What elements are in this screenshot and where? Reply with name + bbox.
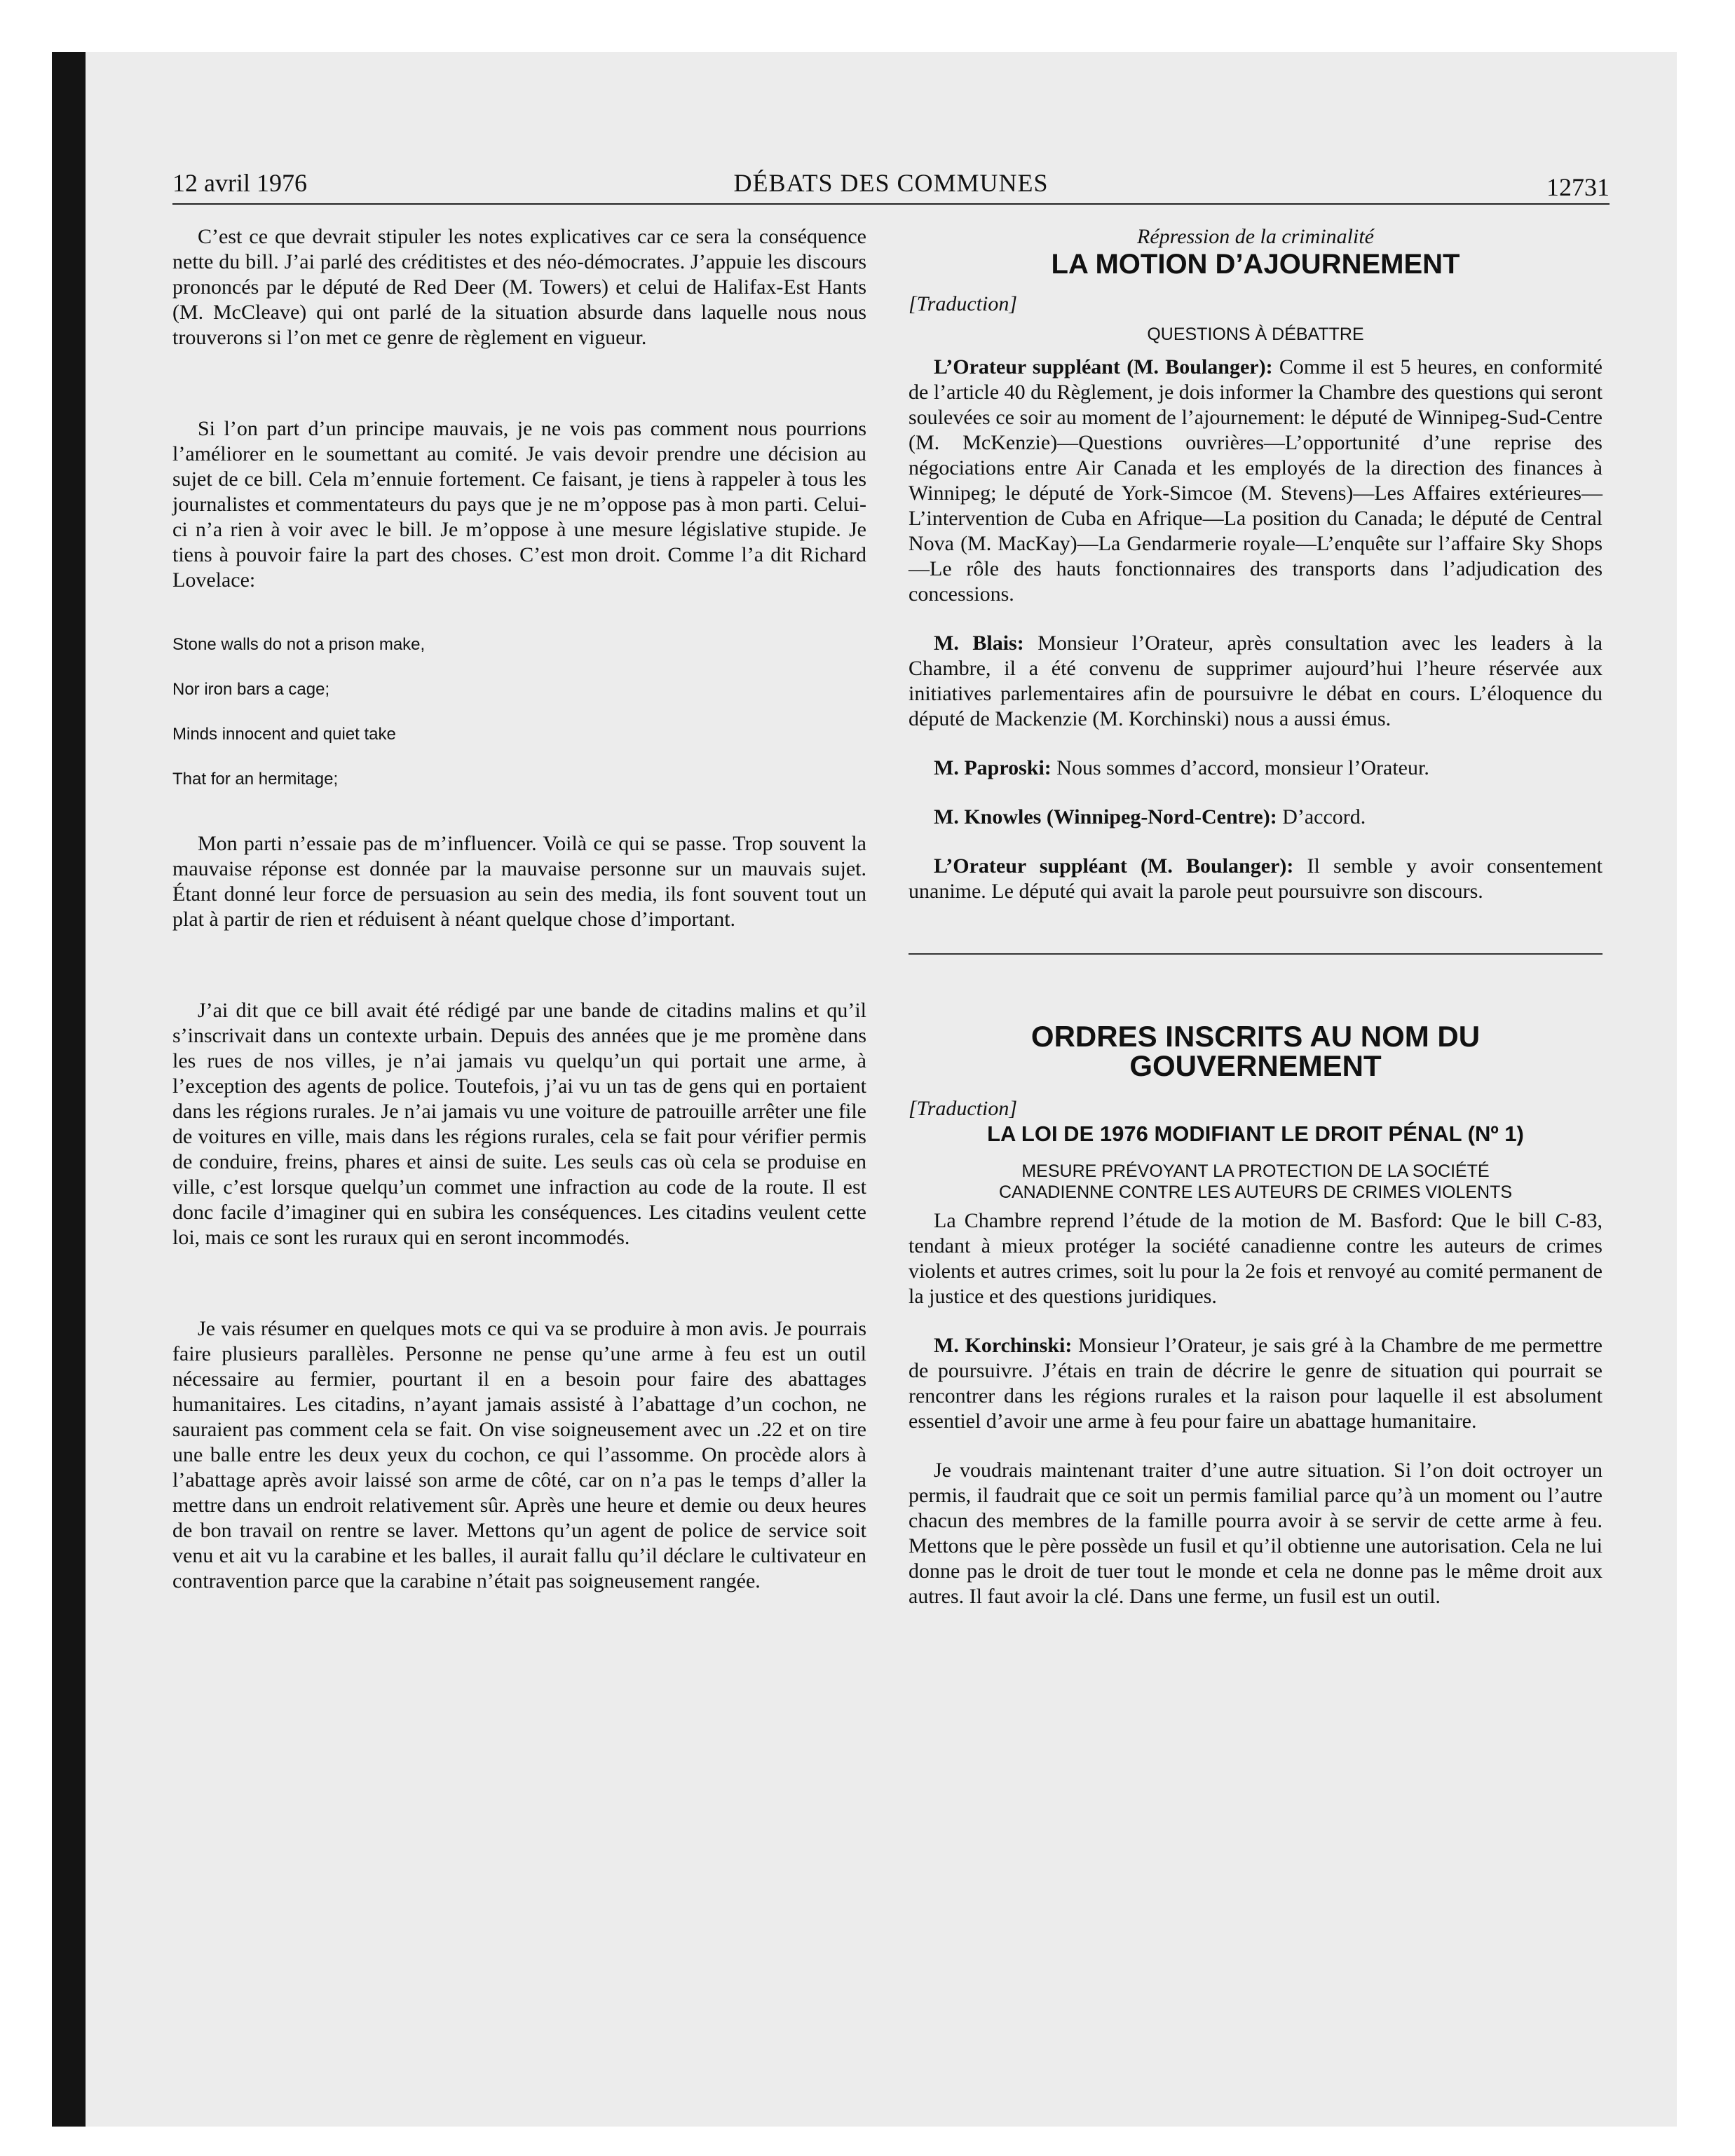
speech: [909, 854, 1603, 904]
poem-line: Minds innocent and quiet take: [172, 725, 396, 744]
speaker-name: L’Orateur suppléant (M. Boulanger):: [934, 355, 1273, 378]
orders-heading-line-2: GOUVERNEMENT: [1129, 1049, 1382, 1082]
paragraph: Mon parti n’essaie pas de m’influencer. Voilà ce qui se passe. Trop souvent la mauvaise réponse est donnée par la mauvaise personne sur un mauvais sujet. Étant donné leur force de persuasion au sein des media, ils font souvent tout un plat à partir de rien et réduisent à néant quelque chose d’important.: [172, 832, 866, 931]
left-column: [172, 224, 866, 1594]
scan-border: [52, 52, 86, 2127]
traduction-label: [Traduction]: [909, 1097, 1018, 1120]
measure-heading-line-2: CANADIENNE CONTRE LES AUTEURS DE CRIMES VIOLENTS: [998, 1182, 1513, 1202]
right-column: [909, 224, 1603, 1609]
paragraph: Je voudrais maintenant traiter d’une autre situation. Si l’on doit octroyer un permis, il faudrait que ce soit un permis familial parce qu’à un moment ou l’autre chacun des membres de la famille pourra avoir à se servir de cette arme à feu. Mettons que le père possède un fusil et qu’il obtienne une autorisation. Cela ne lui donne pas le droit de tuer tout le monde et cela ne donne pas le même droit aux autres. Il faut avoir la clé. Dans une ferme, un fusil est un outil.: [909, 1459, 1603, 1608]
speech-text: Il semble y avoir consentement unanime. Le député qui avait la parole peut poursuivre son discours.: [909, 854, 1603, 903]
speaker-name: M. Blais:: [934, 632, 1024, 655]
page-content: [172, 168, 1610, 1608]
speech: [909, 631, 1603, 732]
poem-line: That for an hermitage;: [172, 770, 339, 789]
traduction-label: [Traduction]: [909, 292, 1018, 315]
paragraph: Je vais résumer en quelques mots ce qui va se produire à mon avis. Je pourrais faire plusieurs parallèles. Personne ne pense qu’une arme à feu est un outil nécessaire au fermier, pourtant il en a besoin pour faire des abattages humanitaires. Les citadins, n’ayant jamais assisté à l’abattage d’un cochon, ne sauraient pas comment cela se fait. On vise soigneusement avec un .22 et on tire une balle entre les deux yeux du cochon, ce qui l’assomme. On procède alors à l’abattage après avoir laissé son arme de côté, car on n’a pas le temps d’aller la mettre dans un endroit relativement sûr. Après une heure et demie ou deux heures de bon travail on rentre se laver. Mettons qu’un agent de police de service soit venu et ait vu la carabine et les balles, il aurait fallu qu’il déclare le cultivateur en contravention parce que la carabine n’était pas soigneusement rangée.: [172, 1317, 866, 1592]
section-heading: LA MOTION D’AJOURNEMENT: [1051, 249, 1460, 280]
section-subtitle: Répression de la criminalité: [1137, 225, 1374, 248]
header-date: 12 avril 1976: [172, 169, 307, 197]
speech-text: Comme il est 5 heures, en conformité de l’article 40 du Règlement, je dois informer la Chambre des questions qui seront soulevées ce soir au moment de l’ajournement: le député de Winnipeg-Sud-Centre (M. McKenzie)—Questions ouvrières—L’opportunité d’une reprise des négociations entre Air Canada et les employés de la direction des finances à Winnipeg; le député de York-Simcoe (M. Stevens)—Les Affaires extérieures—L’intervention de Cuba en Afrique—La position du Canada; le député de Central Nova (M. MacKay)—La Gendarmerie royale—L’enquête sur l’affaire Sky Shops—Le rôle des hauts fonctionnaires des transports dans l’adjudication des concessions.: [909, 355, 1603, 606]
speech-text: Monsieur l’Orateur, je sais gré à la Chambre de me permettre de poursuivre. J’étais en train de décrire le genre de situation qui pourrait se rencontrer dans les régions rurales et la raison pour laquelle il est absolument essentiel d’avoir une arme à feu pour faire un abattage humanitaire.: [909, 1334, 1603, 1433]
speech: [909, 1333, 1603, 1434]
paragraph: J’ai dit que ce bill avait été rédigé par une bande de citadins malins et qu’il s’inscrivait dans un contexte urbain. Depuis des années que je me promène dans les rues de nos villes, je n’ai jamais vu quelqu’un qui portait une arme, à l’exception des agents de police. Toutefois, j’ai vu un tas de gens qui en portaient dans les régions rurales. Je n’ai jamais vu une voiture de patrouille arrêter une file de voitures en ville, mais dans les régions rurales, cela se fait pour vérifier permis de conduire, freins, phares et ainsi de suite. Les seuls cas où cela se produise en ville, c’est lorsque quelqu’un commet une infraction au code de la route. Il est donc facile d’imaginer qui en subira les conséquences. Les citadins veulent cette loi, mais ce sont les ruraux qui en seront incommodés.: [172, 999, 866, 1249]
poem-line: Nor iron bars a cage;: [172, 680, 330, 699]
speech-text: D’accord.: [1277, 805, 1366, 828]
speaker-name: M. Korchinski:: [934, 1334, 1073, 1357]
running-header: [172, 168, 1610, 203]
speech: [909, 355, 1603, 607]
speaker-name: M. Knowles (Winnipeg-Nord-Centre):: [934, 805, 1277, 828]
poem-line: Stone walls do not a prison make,: [172, 635, 426, 654]
paragraph: C’est ce que devrait stipuler les notes explicatives car ce sera la conséquence nette du bill. J’ai parlé des créditistes et des néo-démocrates. J’appuie les discours prononcés par le député de Red Deer (M. Towers) et celui de Halifax-Est Hants (M. McCleave) qui ont parlé de la situation absurde dans laquelle nous nous trouverons si l’on met ce genre de règlement en vigueur.: [172, 225, 866, 349]
header-title: DÉBATS DES COMMUNES: [733, 169, 1049, 197]
speech: [909, 805, 1603, 830]
sub-heading: QUESTIONS À DÉBATTRE: [1147, 325, 1364, 344]
orders-heading-line-1: ORDRES INSCRITS AU NOM DU: [1030, 1020, 1481, 1053]
speech-text: Nous sommes d’accord, monsieur l’Orateur.: [1051, 756, 1429, 779]
speech: [909, 756, 1603, 781]
speaker-name: M. Paproski:: [934, 756, 1052, 779]
paragraph: La Chambre reprend l’étude de la motion de M. Basford: Que le bill C-83, tendant à mieux protéger la société canadienne contre les auteurs de crimes violents et autres crimes, soit lu pour la 2e fois et renvoyé au comité permanent de la justice et des questions juridiques.: [909, 1209, 1603, 1308]
measure-heading-line-1: MESURE PRÉVOYANT LA PROTECTION DE LA SOCIÉTÉ: [1021, 1161, 1490, 1181]
paragraph: Si l’on part d’un principe mauvais, je ne vois pas comment nous pourrions l’améliorer en le soumettant au comité. Je vais devoir prendre une décision au sujet de ce bill. Cela m’ennuie fortement. Ce faisant, je tiens à rappeler à tous les journalistes et commentateurs du pays que je ne m’oppose pas à mon parti. Celui-ci n’a rien à voir avec le bill. Je m’oppose à une mesure législative stupide. Je tiens à pouvoir faire la part des choses. C’est mon droit. Comme l’a dit Richard Lovelace:: [172, 417, 866, 592]
speaker-name: L’Orateur suppléant (M. Boulanger):: [934, 854, 1294, 878]
page-number: 12731: [1546, 173, 1610, 201]
header-rule: [172, 203, 1610, 205]
law-heading: LA LOI DE 1976 MODIFIANT LE DROIT PÉNAL (Nº 1): [987, 1121, 1524, 1146]
speech-text: Monsieur l’Orateur, après consultation avec les leaders à la Chambre, il a été convenu de supprimer aujourd’hui l’heure réservée aux initiatives parlementaires afin de poursuivre le débat en cours. L’éloquence du député de Mackenzie (M. Korchinski) nous a aussi émus.: [909, 632, 1603, 730]
